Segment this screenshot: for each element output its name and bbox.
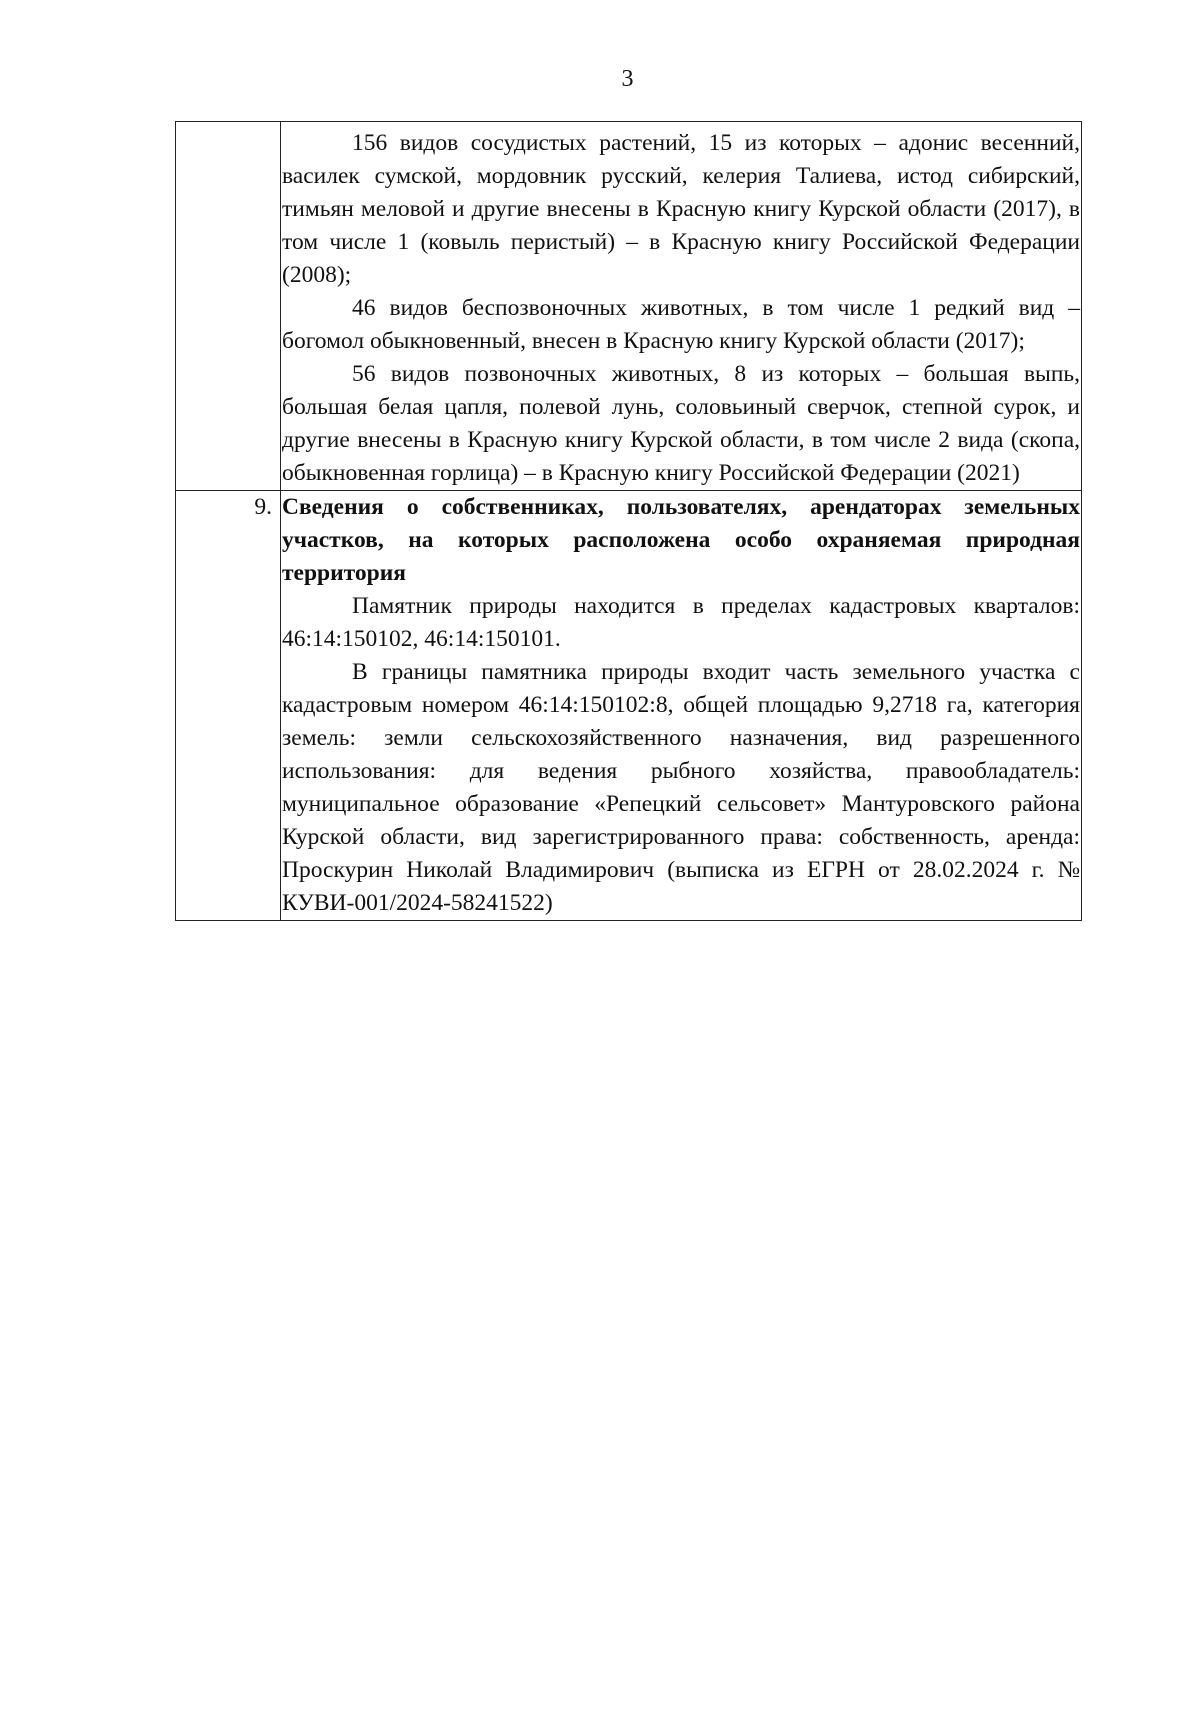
table-row	[176, 122, 1082, 491]
row-number-cell: 9.	[176, 491, 281, 921]
paragraph: Памятник природы находится в пределах кадастровых кварталов: 46:14:150102, 46:14:150101.	[282, 593, 1080, 652]
row-number-cell	[176, 122, 281, 491]
section-heading: Сведения о собственниках, пользователях, арендаторах земельных участков, на которых расположена особо охраняемая природная территория	[282, 494, 1080, 586]
table-row	[176, 491, 1082, 921]
page-number: 3	[621, 66, 634, 92]
row-content-cell	[281, 122, 1082, 491]
row-content-cell	[281, 491, 1082, 921]
paragraph: В границы памятника природы входит часть земельного участка с кадастровым номером 46:14:150102:8, общей площадью 9,2718 га, категория земель: земли сельскохозяйственного назначения, вид разрешенного использования: для ведения рыбного хозяйства, правообладатель: муниципальное образование «Репецкий сельсовет» Мантуровского района Курской области, вид зарегистрированного права: собственность, аренда: Проскурин Николай Владимирович (выписка из ЕГРН от 28.02.2024 г. № КУВИ-001/2024-58241522)	[282, 659, 1080, 916]
document-table	[175, 121, 1082, 921]
paragraph: 56 видов позвоночных животных, 8 из которых – большая выпь, большая белая цапля, полевой лунь, соловьиный сверчок, степной сурок, и другие внесены в Красную книгу Курской области, в том числе 2 вида (скопа, обыкновенная горлица) – в Красную книгу Российской Федерации (2021)	[282, 361, 1080, 486]
paragraph: 156 видов сосудистых растений, 15 из которых – адонис весенний, василек сумской, мордовник русский, келерия Талиева, истод сибирский, тимьян меловой и другие внесены в Красную книгу Курской области (2017), в том числе 1 (ковыль перистый) – в Красную книгу Российской Федерации (2008);	[282, 130, 1080, 288]
paragraph: 46 видов беспозвоночных животных, в том числе 1 редкий вид – богомол обыкновенный, внесен в Красную книгу Курской области (2017);	[282, 295, 1080, 354]
